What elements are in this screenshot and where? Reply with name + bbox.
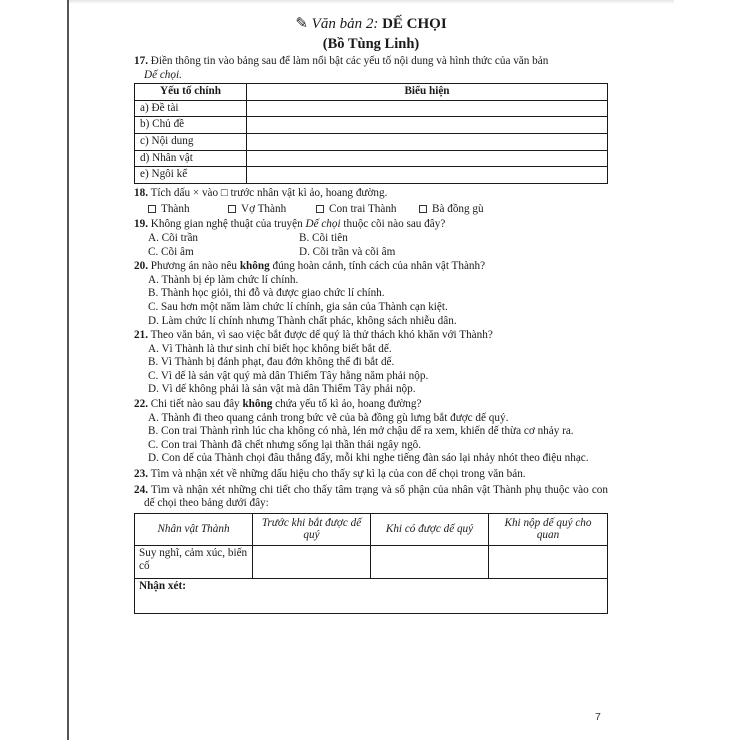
question-text: thuộc cõi nào sau đây? — [340, 218, 446, 231]
answer-options-row — [134, 232, 608, 246]
title-main: DẾ CHỌI — [382, 16, 447, 32]
table-row — [135, 167, 608, 184]
document-title — [134, 14, 608, 34]
title-prefix: Văn bản 2: — [311, 16, 379, 32]
answer-option[interactable]: D. Làm chức lí chính nhưng Thành chất phác, không sách nhiễu dân. — [148, 314, 457, 327]
question-number: 17. — [134, 55, 148, 67]
question-text-bold: không — [242, 398, 273, 411]
question-20 — [134, 260, 608, 274]
question-18 — [134, 187, 608, 201]
question-text: đúng hoàn cảnh, tính cách của nhân vật Thành? — [269, 260, 486, 273]
row-label: e) Ngôi kể — [135, 167, 247, 184]
answer-option[interactable]: C. Vì dế là sản vật quý mà dân Thiểm Tây hằng năm phải nộp. — [148, 369, 429, 382]
row-label: a) Đề tài — [135, 100, 247, 117]
question-23 — [134, 468, 608, 482]
question-text-bold: không — [239, 260, 270, 273]
question-text-italic: Dế chọi — [305, 218, 341, 231]
answer-option[interactable]: A. Thành đi theo quang cảnh trong bức vẽ của bà đồng gù lưng bắt được dế quý. — [148, 411, 509, 424]
answer-option[interactable]: C. Cõi âm — [148, 245, 194, 258]
question-text: Điền thông tin vào bảng sau để làm nổi bật các yếu tố nội dung và hình thức của văn bản — [150, 55, 549, 67]
answer-option[interactable]: A. Cõi trần — [148, 231, 199, 244]
table-row — [135, 150, 608, 167]
question-number: 24. — [134, 483, 148, 496]
header-expression: Biểu hiện — [247, 84, 608, 101]
content-form-table — [134, 83, 608, 184]
question-text: Tích dấu × vào □ trước nhân vật kì ảo, hoang đường. — [150, 186, 388, 199]
table-row — [135, 117, 608, 134]
comment-label: Nhận xét: — [139, 579, 186, 592]
question-number: 19. — [134, 218, 148, 231]
table-row — [135, 578, 608, 613]
row-label: b) Chủ đề — [135, 117, 247, 134]
option-label: Thành — [161, 202, 190, 215]
answer-option[interactable]: A. Thành bị ép làm chức lí chính. — [148, 273, 299, 286]
checkbox-icon[interactable] — [228, 205, 236, 213]
option-checkbox[interactable] — [316, 203, 419, 217]
answer-cell[interactable] — [371, 545, 489, 578]
question-text: Không gian nghệ thuật của truyện — [150, 218, 306, 231]
answer-cell[interactable] — [247, 167, 608, 184]
answer-option[interactable]: B. Con trai Thành rình lúc cha không có nhà, lén mở chậu dế ra xem, khiến dế thừa cơ nhảy ra. — [148, 425, 574, 438]
question-text: Chi tiết nào sau đây — [150, 398, 243, 411]
option-checkbox[interactable] — [148, 203, 228, 217]
option-label: Bà đồng gù — [432, 202, 484, 215]
checkbox-icon[interactable] — [148, 205, 156, 213]
checkbox-icon[interactable] — [419, 205, 427, 213]
answer-cell[interactable] — [247, 117, 608, 134]
option-checkbox[interactable] — [419, 203, 484, 217]
document-author: (Bồ Tùng Linh) — [322, 36, 420, 52]
answer-option[interactable]: C. Con trai Thành đã chết nhưng sống lại thần thái ngây ngô. — [148, 438, 422, 451]
answer-options-row — [134, 246, 608, 260]
page-number: 7 — [595, 711, 601, 723]
answer-option[interactable]: D. Vì dế không phải là sản vật mà dân Thiểm Tây phải nộp. — [148, 383, 416, 396]
question-text: chứa yếu tố kì ảo, hoang đường? — [272, 398, 422, 411]
question-number: 21. — [134, 329, 148, 342]
row-label: Suy nghĩ, cảm xúc, biến cố — [135, 545, 253, 578]
answer-option[interactable]: D. Cõi trần và cõi âm — [299, 245, 396, 258]
question-number: 23. — [134, 468, 148, 481]
question-22 — [134, 398, 608, 412]
answer-option[interactable]: C. Sau hơn một năm làm chức lí chính, gia sản của Thành cạn kiệt. — [148, 300, 448, 313]
row-label: d) Nhân vật — [135, 150, 247, 167]
answer-cell[interactable] — [247, 100, 608, 117]
answer-cell[interactable] — [247, 150, 608, 167]
character-analysis-table — [134, 513, 608, 614]
header-key-element: Yếu tố chính — [135, 84, 247, 101]
comment-cell[interactable] — [135, 578, 608, 613]
worksheet-page — [134, 14, 608, 614]
table-header-row — [135, 84, 608, 101]
table-header-row — [135, 513, 608, 545]
question-21 — [134, 329, 608, 343]
header-before: Trước khi bắt được dế quý — [253, 513, 371, 545]
question-text-italic: Dế chọi. — [144, 68, 182, 81]
checkbox-icon[interactable] — [316, 205, 324, 213]
answer-option[interactable]: B. Cõi tiên — [299, 231, 348, 244]
answer-cell[interactable] — [247, 133, 608, 150]
checkbox-options — [134, 200, 608, 218]
page-top-shadow — [68, 0, 674, 4]
question-text: Tìm và nhận xét những chi tiết cho thấy tâm trạng và số phận của nhân vật Thành phụ thuộc vào con dế chọi theo bảng dưới đây: — [144, 483, 608, 510]
question-number: 18. — [134, 186, 148, 199]
header-character: Nhân vật Thành — [135, 513, 253, 545]
row-label: c) Nội dung — [135, 133, 247, 150]
table-row — [135, 100, 608, 117]
answer-cell[interactable] — [489, 545, 608, 578]
option-label: Vợ Thành — [241, 202, 287, 215]
answer-option[interactable]: B. Vì Thành bị đánh phạt, đau đớn không thể đi bắt dế. — [148, 356, 395, 369]
table-row — [135, 133, 608, 150]
question-number: 22. — [134, 398, 148, 411]
question-text: Theo văn bản, vì sao việc bắt được dế quý là thử thách khó khăn với Thành? — [150, 329, 493, 342]
table-row — [135, 545, 608, 578]
answer-option[interactable]: A. Vì Thành là thư sinh chỉ biết học không biết bắt dế. — [148, 342, 392, 355]
question-24 — [134, 484, 608, 511]
option-checkbox[interactable] — [228, 203, 316, 217]
header-during: Khi có được dế quý — [371, 513, 489, 545]
answer-cell[interactable] — [253, 545, 371, 578]
answer-option[interactable]: D. Con dế của Thành chọi đâu thắng đấy, mỗi khi nghe tiếng đàn sáo lại nhảy nhót theo điệu nhạc. — [148, 452, 589, 465]
option-label: Con trai Thành — [329, 202, 397, 215]
question-17 — [134, 55, 608, 82]
question-number: 20. — [134, 260, 148, 273]
answer-option[interactable]: B. Thành học giỏi, thi đỗ và được giao chức lí chính. — [148, 287, 385, 300]
question-text: Tìm và nhận xét về những dấu hiệu cho thấy sự kì lạ của con dế chọi trong văn bản. — [150, 468, 526, 481]
question-text: Phương án nào nêu — [150, 260, 240, 273]
page-left-border — [67, 0, 69, 740]
header-after: Khi nộp dế quý cho quan — [489, 513, 608, 545]
pencil-icon: ✎ — [295, 16, 308, 32]
question-19 — [134, 218, 608, 232]
